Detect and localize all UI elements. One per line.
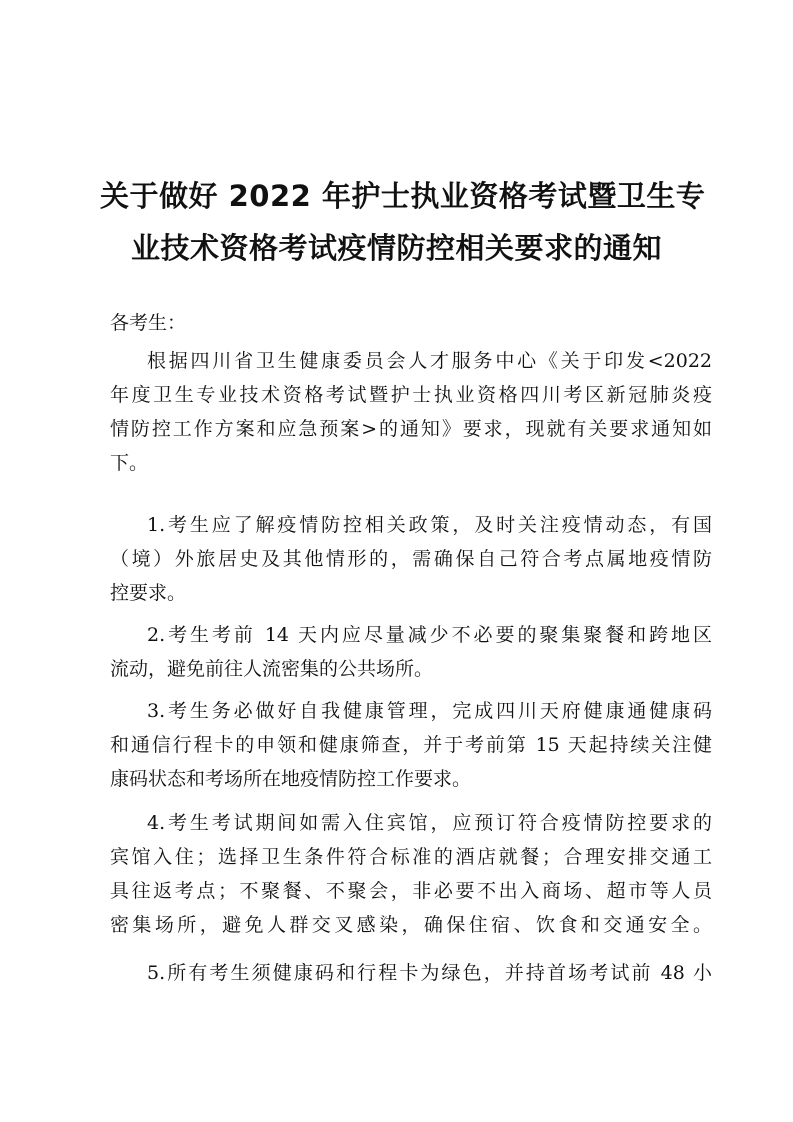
item-4-line-3: 具往返考点；不聚餐、不聚会，非必要不出入商场、超市等人员 — [110, 880, 712, 902]
item-1-line-3: 控要求。 — [110, 582, 187, 604]
intro-line-4: 下。 — [110, 452, 149, 474]
item-1-line-1: 1.考生应了解疫情防控相关政策，及时关注疫情动态，有国 — [147, 514, 712, 536]
salutation: 各考生： — [110, 312, 187, 334]
item-4-line-2: 宾馆入住；选择卫生条件符合标准的酒店就餐；合理安排交通工 — [110, 846, 712, 868]
item-4-line-4: 密集场所，避免人群交叉感染，确保住宿、饮食和交通安全。 — [110, 914, 712, 936]
item-2-line-1: 2.考生考前 14 天内应尽量减少不必要的聚集聚餐和跨地区 — [147, 624, 712, 646]
intro-line-2: 年度卫生专业技术资格考试暨护士执业资格四川考区新冠肺炎疫 — [110, 384, 712, 406]
item-4-line-1: 4.考生考试期间如需入住宾馆，应预订符合疫情防控要求的 — [147, 812, 712, 834]
item-3-line-1: 3.考生务必做好自我健康管理，完成四川天府健康通健康码 — [147, 700, 712, 722]
intro-line-3: 情防控工作方案和应急预案>的通知》要求，现就有关要求通知如 — [110, 418, 712, 440]
notice-title-line-1: 关于做好 2022 年护士执业资格考试暨卫生专 — [100, 179, 706, 213]
item-5-line-1: 5.所有考生须健康码和行程卡为绿色，并持首场考试前 48 小 — [147, 962, 712, 984]
item-3-line-3: 康码状态和考场所在地疫情防控工作要求。 — [110, 768, 472, 790]
item-2-line-2: 流动，避免前往人流密集的公共场所。 — [110, 658, 434, 680]
item-3-line-2: 和通信行程卡的申领和健康筛查，并于考前第 15 天起持续关注健 — [110, 734, 712, 756]
item-1-line-2: （境）外旅居史及其他情形的，需确保自己符合考点属地疫情防 — [110, 548, 712, 570]
notice-title-line-2: 业技术资格考试疫情防控相关要求的通知 — [130, 231, 662, 265]
intro-line-1: 根据四川省卫生健康委员会人才服务中心《关于印发<2022 — [147, 350, 712, 372]
